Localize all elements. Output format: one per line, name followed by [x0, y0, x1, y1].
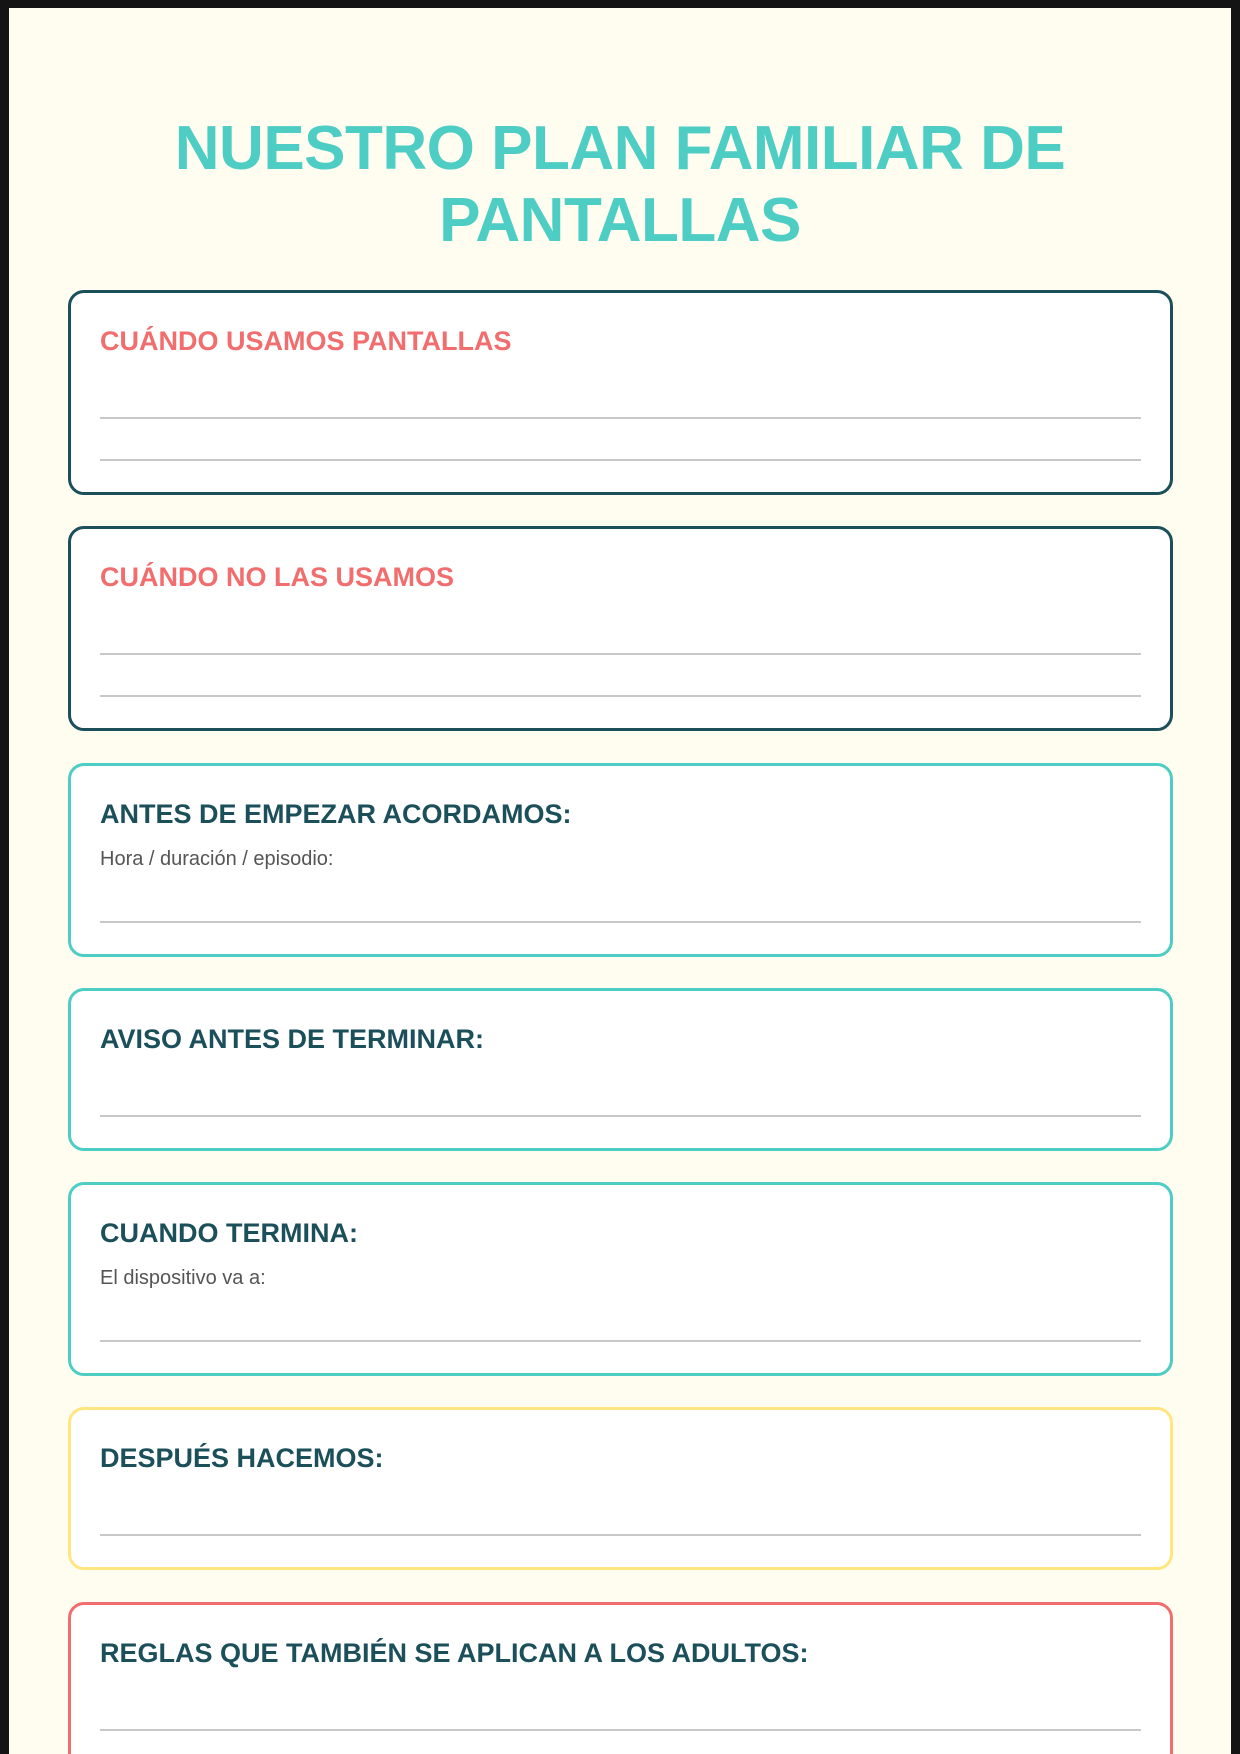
- section-heading: CUÁNDO USAMOS PANTALLAS: [100, 326, 512, 356]
- section-heading: AVISO ANTES DE TERMINAR:: [100, 1024, 485, 1054]
- section-heading: ANTES DE EMPEZAR ACORDAMOS:: [100, 799, 572, 829]
- section-when-ends: [68, 1182, 1173, 1376]
- worksheet-page: [9, 8, 1231, 1754]
- write-line[interactable]: [100, 695, 1141, 697]
- section-before-start: [68, 763, 1173, 957]
- section-heading: CUÁNDO NO LAS USAMOS: [100, 562, 455, 592]
- write-line[interactable]: [100, 1340, 1141, 1342]
- page-title: NUESTRO PLAN FAMILIAR DE PANTALLAS: [174, 114, 1066, 255]
- write-line[interactable]: [100, 417, 1141, 419]
- section-heading: DESPUÉS HACEMOS:: [100, 1443, 384, 1473]
- section-adult-rules: [68, 1602, 1173, 1754]
- section-warning: [68, 988, 1173, 1151]
- write-line[interactable]: [100, 1729, 1141, 1731]
- section-when-we-use: [68, 290, 1173, 495]
- write-line[interactable]: [100, 653, 1141, 655]
- write-line[interactable]: [100, 459, 1141, 461]
- section-prompt: Hora / duración / episodio:: [100, 848, 334, 870]
- section-after: [68, 1407, 1173, 1570]
- write-line[interactable]: [100, 921, 1141, 923]
- write-line[interactable]: [100, 1115, 1141, 1117]
- section-prompt: El dispositivo va a:: [100, 1267, 266, 1289]
- section-when-not: [68, 526, 1173, 731]
- section-heading: CUANDO TERMINA:: [100, 1218, 358, 1248]
- section-heading: REGLAS QUE TAMBIÉN SE APLICAN A LOS ADULTOS:: [100, 1638, 809, 1668]
- write-line[interactable]: [100, 1534, 1141, 1536]
